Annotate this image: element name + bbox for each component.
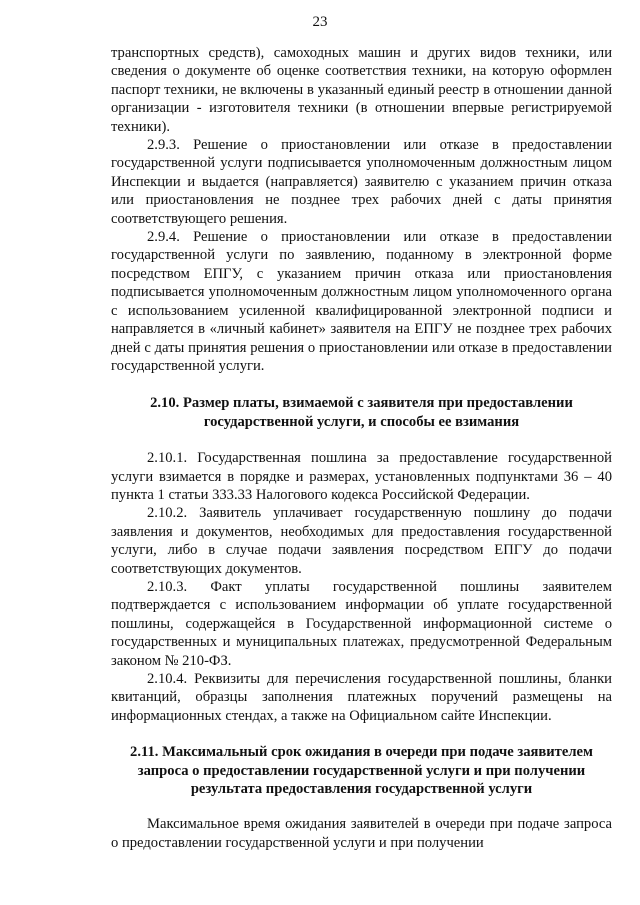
heading-line: 2.10. Размер платы, взимаемой с заявителя при предоставлении	[150, 395, 573, 412]
paragraph-continuation: транспортных средств), самоходных машин и других видов техники, или сведения о документе об оценке соответствия техники, на которую оформлен паспорт техники, не включены в указанный единый реестр в отношении данной организации - изготовителя техники (в отношении впервые регистрируемой техники).	[111, 45, 612, 135]
document-body	[111, 44, 612, 852]
paragraph-2-10-1: 2.10.1. Государственная пошлина за предоставление государственной услуги взимается в порядке и размерах, установленных подпунктами 36 – 40 пункта 1 статьи 333.33 Налогового кодекса Российской Федерации.	[111, 450, 612, 503]
page-number: 23	[312, 14, 328, 30]
paragraph-2-10-3: 2.10.3. Факт уплаты государственной пошлины заявителем подтверждается с использованием информации об уплате государственной пошлины, содержащейся в Государственной информационной системе о государственных и муниципальных платежах, предусмотренной Федеральным законом № 210-ФЗ.	[111, 578, 612, 669]
paragraph-2-10-4: 2.10.4. Реквизиты для перечисления государственной пошлины, бланки квитанций, образцы заполнения платежных поручений размещены на информационных стендах, а также на Официальном сайте Инспекции.	[111, 671, 612, 724]
paragraph-2-10-2: 2.10.2. Заявитель уплачивает государственную пошлину до подачи заявления и документов, необходимых для предоставления государственной услуги, либо в случае подачи заявления посредством ЕПГУ до подачи соответствующих документов.	[111, 505, 612, 577]
heading-line: 2.11. Максимальный срок ожидания в очереди при подаче заявителем	[130, 744, 593, 761]
paragraph-2-9-4: 2.9.4. Решение о приостановлении или отказе в предоставлении государственной услуги по заявлению, поданному в электронной форме посредством ЕПГУ, с указанием причин отказа или приостановления подписывается уполномоченным должностным лицом уполномоченного органа с использованием усиленной квалифицированной электронной подписи и направляется в «личный кабинет» заявителя на ЕПГУ не позднее трех рабочих дней с даты принятия решения о приостановлении или отказе в предоставлении государственной услуги.	[111, 229, 612, 374]
paragraph-2-9-3: 2.9.3. Решение о приостановлении или отказе в предоставлении государственной услуги подписывается уполномоченным должностным лицом Инспекции и выдается (направляется) заявителю с указанием причин отказа или приостановления не позднее трех рабочих дней с даты принятия соответствующего решения.	[111, 137, 612, 227]
heading-line: запроса о предоставлении государственной услуги и при получении	[137, 762, 586, 779]
heading-line: результата предоставления государственной услуги	[190, 781, 533, 798]
paragraph-2-11: Максимальное время ожидания заявителей в очереди при подаче запроса о предоставлении государственной услуги и при получении	[111, 816, 612, 851]
section-heading-2-10	[111, 394, 612, 431]
heading-line: государственной услуги, и способы ее взимания	[203, 413, 520, 430]
section-heading-2-11	[111, 743, 612, 798]
